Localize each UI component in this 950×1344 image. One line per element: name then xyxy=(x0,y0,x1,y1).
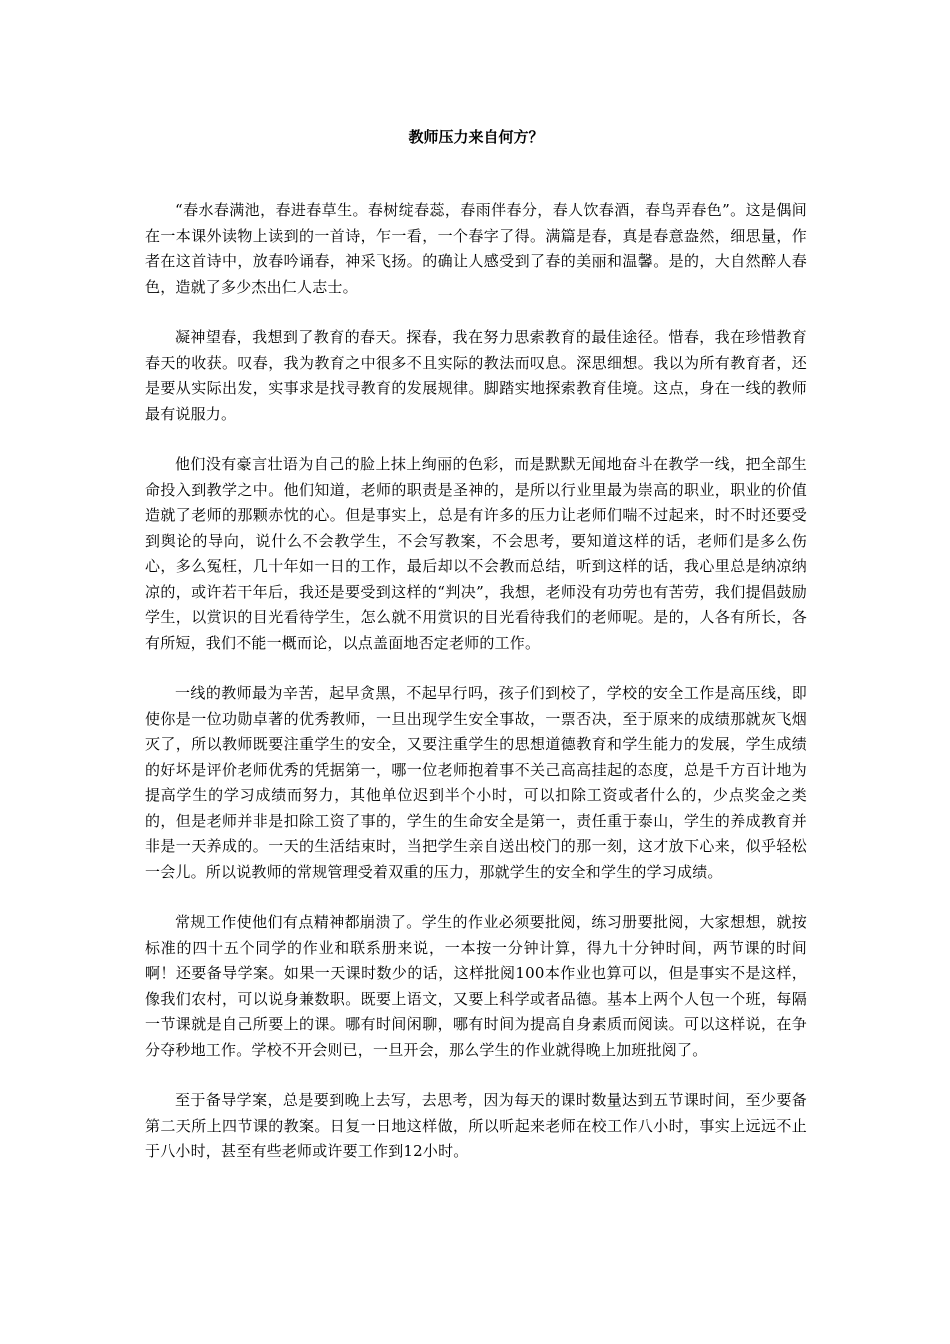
paragraph-5: 常规工作使他们有点精神都崩溃了。学生的作业必须要批阅，练习册要批阅，大家想想，就按标准的四十五个同学的作业和联系册来说，一本按一分钟计算，得九十分钟时间，两节课的时间啊！还要备导学案。如果一天课时数少的话，这样批阅100本作业也算可以，但是事实不是这样，像我们农村，可以说身兼数职。既要上语文，又要上科学或者品德。基本上两个人包一个班，每隔一节课就是自己所要上的课。哪有时间闲聊，哪有时间为提高自身素质而阅读。可以这样说，在争分夺秒地工作。学校不开会则已，一旦开会，那么学生的作业就得晚上加班批阅了。 xyxy=(145,913,807,1059)
document-title: 教师压力来自何方？ xyxy=(408,128,544,146)
document-body xyxy=(145,198,807,1190)
paragraph-3: 他们没有豪言壮语为自己的脸上抹上绚丽的色彩，而是默默无闻地奋斗在教学一线，把全部生命投入到教学之中。他们知道，老师的职责是圣神的，是所以行业里最为崇高的职业，职业的价值造就了老师的那颗赤忱的心。但是事实上，总是有许多的压力让老师们喘不过起来，时不时还要受到舆论的导向，说什么不会教学生，不会写教案，不会思考，要知道这样的话，老师们是多么伤心，多么冤枉，几十年如一日的工作，最后却以不会教而总结，听到这样的话，我心里总是纳凉纳凉的，或许若干年后，我还是要受到这样的“判决”，我想，老师没有功劳也有苦劳，我们提倡鼓励学生，以赏识的目光看待学生，怎么就不用赏识的目光看待我们的老师呢。是的，人各有所长，各有所短，我们不能一概而论，以点盖面地否定老师的工作。 xyxy=(145,455,807,652)
paragraph-4: 一线的教师最为辛苦，起早贪黑，不起早行吗，孩子们到校了，学校的安全工作是高压线，即使你是一位功勋卓著的优秀教师，一旦出现学生安全事故，一票否决，至于原来的成绩那就灰飞烟灭了，所以教师既要注重学生的安全，又要注重学生的思想道德教育和学生能力的发展，学生成绩的好坏是评价老师优秀的凭据第一，哪一位老师抱着事不关己高高挂起的态度，总是千方百计地为提高学生的学习成绩而努力，其他单位迟到半个小时，可以扣除工资或者什么的，少点奖金之类的，但是老师并非是扣除工资了事的，学生的生命安全是第一，责任重于泰山，学生的养成教育并非是一天养成的。一天的生活结束时，当把学生亲自送出校门的那一刻，这才放下心来，似乎轻松一会儿。所以说教师的常规管理受着双重的压力，那就学生的安全和学生的学习成绩。 xyxy=(145,684,807,881)
paragraph-2: 凝神望春，我想到了教育的春天。探春，我在努力思索教育的最佳途径。惜春，我在珍惜教育春天的收获。叹春，我为教育之中很多不且实际的教法而叹息。深思细想。我以为所有教育者，还是要从实际出发，实事求是找寻教育的发展规律。脚踏实地探索教育佳境。这点，身在一线的教师最有说服力。 xyxy=(145,328,807,423)
paragraph-6: 至于备导学案，总是要到晚上去写，去思考，因为每天的课时数量达到五节课时间，至少要备第二天所上四节课的教案。日复一日地这样做，所以听起来老师在校工作八小时，事实上远远不止于八小时，甚至有些老师或许要工作到12小时。 xyxy=(145,1091,807,1160)
paragraph-1: “春水春满池，春进春草生。春树绽春蕊，春雨伴春分，春人饮春酒，春鸟弄春色”。这是偶间在一本课外读物上读到的一首诗，乍一看，一个春字了得。满篇是春，真是春意盎然，细思量，作者在这首诗中，放春吟诵春，神采飞扬。的确让人感受到了春的美丽和温馨。是的，大自然醉人春色，造就了多少杰出仁人志士。 xyxy=(145,201,807,296)
